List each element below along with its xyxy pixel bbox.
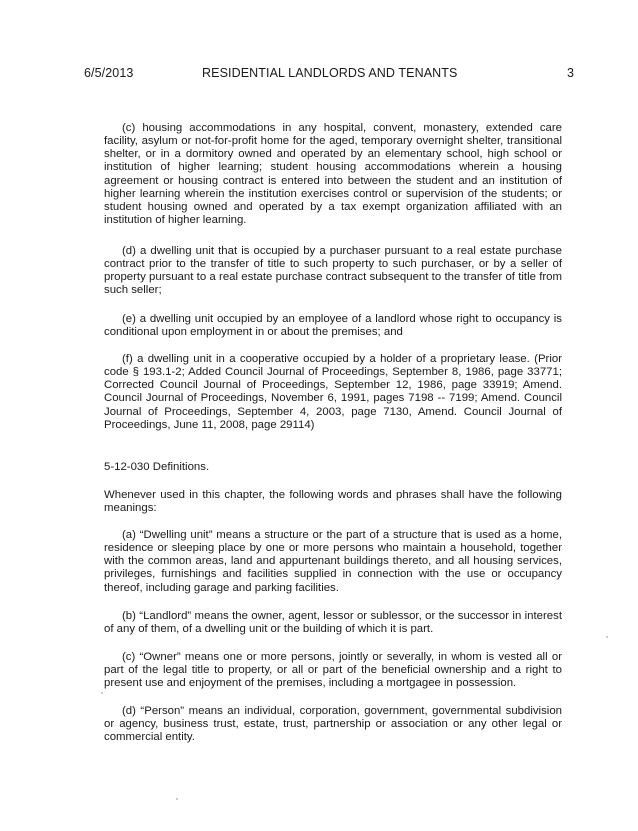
page-number: 3	[566, 66, 574, 80]
paragraph-f: (f) a dwelling unit in a cooperative occupied by a holder of a proprietary lease. (Prior code § 193.1-2; Added Council Journal of Proceedings, September 8, 1986, page 33771; Corrected Council Journal of Proceedings, September 12, 1986, page 33919; Amend. Council Journal of Proceedings, November 6, 1991, pages 7198 -- 7199; Amend. Council Journal of Proceedings, September 4, 2003, page 7130, Amend. Council Journal of Proceedings, June 11, 2008, page 29114)	[104, 353, 562, 431]
definition-landlord: (b) “Landlord” means the owner, agent, lessor or sublessor, or the successor in interest of any of them, of a dwelling unit or the building of which it is part.	[104, 610, 562, 636]
section-intro: Whenever used in this chapter, the following words and phrases shall have the following meanings:	[104, 489, 562, 515]
definition-person: (d) “Person” means an individual, corporation, government, governmental subdivision or agency, business trust, estate, trust, partnership or association or any other legal or commercial entity.	[104, 705, 562, 744]
header-title: RESIDENTIAL LANDLORDS AND TENANTS	[202, 66, 458, 80]
paragraph-d: (d) a dwelling unit that is occupied by a purchaser pursuant to a real estate purchase contract prior to the transfer of title to such property to such purchaser, or by a seller of property pursuant to a real estate purchase contract subsequent to the transfer of title from such seller;	[104, 245, 562, 297]
scan-speck	[101, 692, 103, 694]
scan-speck	[176, 798, 178, 800]
definition-dwelling-unit: (a) “Dwelling unit” means a structure or the part of a structure that is used as a home, residence or sleeping place by one or more persons who maintain a household, together with the common areas, land and appurtenant buildings thereto, and all housing services, privileges, furnishings and facilities supplied in connection with the use or occupancy thereof, including garage and parking facilities.	[104, 529, 562, 594]
definition-owner: (c) “Owner” means one or more persons, jointly or severally, in whom is vested all or part of the legal title to property, or all or part of the beneficial ownership and a right to present use and enjoyment of the premises, including a mortgagee in possession.	[104, 651, 562, 690]
paragraph-e: (e) a dwelling unit occupied by an employee of a landlord whose right to occupancy is conditional upon employment in or about the premises; and	[104, 313, 562, 339]
paragraph-c: (c) housing accommodations in any hospital, convent, monastery, extended care facility, asylum or not-for-profit home for the aged, temporary overnight shelter, transitional shelter, or in a dormitory owned and operated by an elementary school, high school or institution of higher learning; student housing accommodations wherein a housing agreement or housing contract is entered into between the student and an institution of higher learning wherein the institution exercises control or supervision of the students; or student housing owned and operated by a tax exempt organization affiliated with an institution of higher learning.	[104, 122, 562, 227]
scan-speck	[606, 636, 608, 638]
page-header	[84, 66, 574, 84]
header-date: 6/5/2013	[84, 66, 134, 80]
section-heading: 5-12-030 Definitions.	[104, 461, 210, 473]
